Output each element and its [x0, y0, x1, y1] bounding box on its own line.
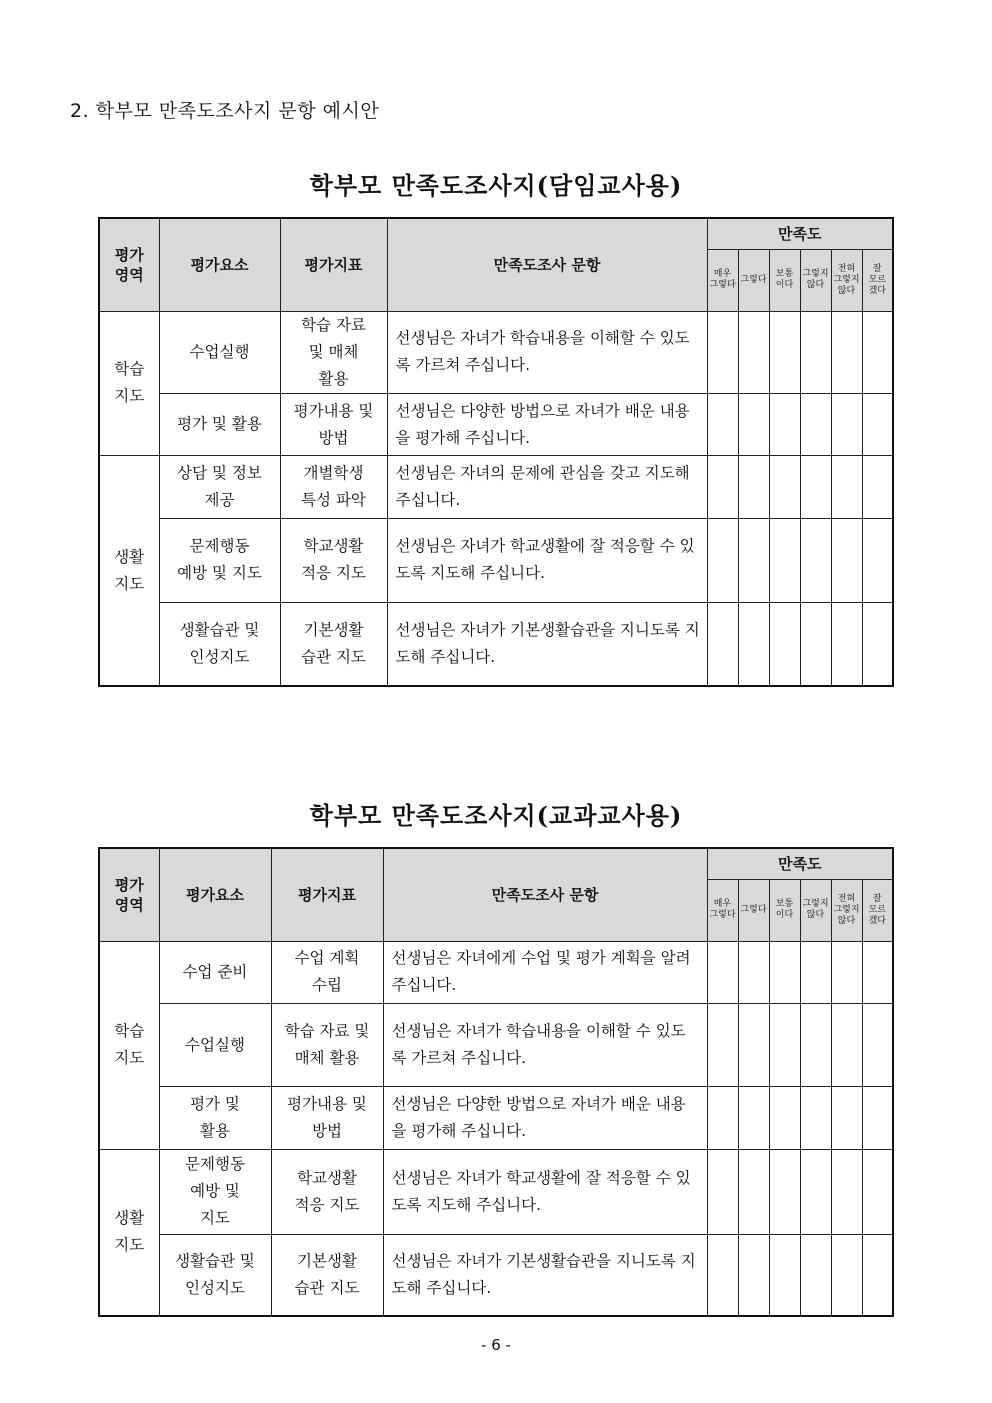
rating-checkbox-1[interactable] [707, 393, 738, 455]
question-cell: 선생님은 자녀가 기본생활습관을 지니도록 지도해 주십니다. [383, 1234, 707, 1316]
element-cell: 문제행동 예방 및 지도 [159, 518, 280, 602]
header-indicator: 평가지표 [280, 218, 387, 311]
rating-checkbox-3[interactable] [769, 1087, 800, 1150]
question-cell: 선생님은 자녀가 학교생활에 잘 적응할 수 있도록 지도해 주십니다. [383, 1149, 707, 1234]
rating-checkbox-5[interactable] [831, 456, 862, 518]
header-scale-1: 매우 그렇다 [707, 879, 738, 941]
table-row [99, 1087, 893, 1150]
question-cell: 선생님은 자녀에게 수업 및 평가 계획을 알려주십니다. [383, 941, 707, 1004]
rating-checkbox-4[interactable] [800, 456, 831, 518]
element-cell: 평가 및 활용 [159, 1087, 271, 1150]
header-scale-4: 그렇지 않다 [800, 879, 831, 941]
indicator-cell: 학습 자료 및 매체 활용 [271, 1004, 383, 1087]
element-cell: 평가 및 활용 [159, 393, 280, 455]
rating-checkbox-4[interactable] [800, 1004, 831, 1087]
table-row [99, 1149, 893, 1234]
rating-checkbox-4[interactable] [800, 1234, 831, 1316]
rating-checkbox-2[interactable] [738, 456, 769, 518]
rating-checkbox-5[interactable] [831, 393, 862, 455]
rating-checkbox-4[interactable] [800, 603, 831, 686]
element-cell: 수업실행 [159, 1004, 271, 1087]
rating-checkbox-5[interactable] [831, 1087, 862, 1150]
rating-checkbox-3[interactable] [769, 1004, 800, 1087]
rating-checkbox-2[interactable] [738, 311, 769, 393]
header-scale-1: 매우 그렇다 [707, 249, 738, 311]
rating-checkbox-6[interactable] [862, 941, 893, 1004]
rating-checkbox-5[interactable] [831, 1234, 862, 1316]
header-scale-4: 그렇지 않다 [800, 249, 831, 311]
element-cell: 수업실행 [159, 311, 280, 393]
rating-checkbox-4[interactable] [800, 311, 831, 393]
rating-checkbox-3[interactable] [769, 518, 800, 602]
page-number: - 6 - [481, 1336, 511, 1354]
rating-checkbox-4[interactable] [800, 1149, 831, 1234]
indicator-cell: 수업 계획 수립 [271, 941, 383, 1004]
indicator-cell: 평가내용 및 방법 [280, 393, 387, 455]
indicator-cell: 학교생활 적응 지도 [280, 518, 387, 602]
header-element: 평가요소 [159, 848, 271, 941]
rating-checkbox-5[interactable] [831, 603, 862, 686]
rating-checkbox-6[interactable] [862, 1087, 893, 1150]
element-cell: 수업 준비 [159, 941, 271, 1004]
rating-checkbox-1[interactable] [707, 1234, 738, 1316]
rating-checkbox-6[interactable] [862, 603, 893, 686]
header-scale-6: 잘 모르 겠다 [862, 879, 893, 941]
rating-checkbox-6[interactable] [862, 311, 893, 393]
table-row [99, 311, 893, 393]
rating-checkbox-4[interactable] [800, 518, 831, 602]
rating-checkbox-2[interactable] [738, 518, 769, 602]
question-cell: 선생님은 자녀가 기본생활습관을 지니도록 지도해 주십니다. [387, 603, 707, 686]
rating-checkbox-3[interactable] [769, 941, 800, 1004]
table-row [99, 603, 893, 686]
element-cell: 생활습관 및 인성지도 [159, 603, 280, 686]
rating-checkbox-2[interactable] [738, 1234, 769, 1316]
rating-checkbox-2[interactable] [738, 1087, 769, 1150]
header-scale-5: 전혀 그렇지 않다 [831, 879, 862, 941]
table-row [99, 518, 893, 602]
survey-table-homeroom [98, 217, 894, 687]
header-satisfaction: 만족도 [707, 848, 893, 879]
area-cell: 생활 지도 [99, 456, 159, 686]
area-cell: 학습 지도 [99, 311, 159, 456]
table-row [99, 456, 893, 518]
header-scale-3: 보통 이다 [769, 879, 800, 941]
indicator-cell: 기본생활 습관 지도 [280, 603, 387, 686]
indicator-cell: 개별학생 특성 파악 [280, 456, 387, 518]
question-cell: 선생님은 자녀가 학교생활에 잘 적응할 수 있도록 지도해 주십니다. [387, 518, 707, 602]
rating-checkbox-5[interactable] [831, 941, 862, 1004]
indicator-cell: 학교생활 적응 지도 [271, 1149, 383, 1234]
rating-checkbox-1[interactable] [707, 603, 738, 686]
rating-checkbox-2[interactable] [738, 941, 769, 1004]
rating-checkbox-3[interactable] [769, 311, 800, 393]
rating-checkbox-3[interactable] [769, 603, 800, 686]
question-cell: 선생님은 다양한 방법으로 자녀가 배운 내용을 평가해 주십니다. [383, 1087, 707, 1150]
rating-checkbox-6[interactable] [862, 1149, 893, 1234]
rating-checkbox-2[interactable] [738, 1149, 769, 1234]
header-question: 만족도조사 문항 [383, 848, 707, 941]
header-area: 평가 영역 [99, 848, 159, 941]
rating-checkbox-4[interactable] [800, 1087, 831, 1150]
rating-checkbox-3[interactable] [769, 1234, 800, 1316]
rating-checkbox-6[interactable] [862, 393, 893, 455]
rating-checkbox-5[interactable] [831, 518, 862, 602]
header-indicator: 평가지표 [271, 848, 383, 941]
rating-checkbox-5[interactable] [831, 1149, 862, 1234]
rating-checkbox-5[interactable] [831, 311, 862, 393]
element-cell: 문제행동 예방 및 지도 [159, 1149, 271, 1234]
rating-checkbox-6[interactable] [862, 1004, 893, 1087]
header-scale-2: 그렇다 [738, 879, 769, 941]
rating-checkbox-4[interactable] [800, 393, 831, 455]
header-scale-5: 전혀 그렇지 않다 [831, 249, 862, 311]
survey-title-subject: 학부모 만족도조사지(교과교사용) [309, 801, 683, 830]
table-row [99, 1004, 893, 1087]
rating-checkbox-3[interactable] [769, 393, 800, 455]
rating-checkbox-3[interactable] [769, 456, 800, 518]
indicator-cell: 학습 자료 및 매체 활용 [280, 311, 387, 393]
table-row [99, 1234, 893, 1316]
element-cell: 생활습관 및 인성지도 [159, 1234, 271, 1316]
survey-table-subject [98, 847, 894, 1317]
section-heading: 2. 학부모 만족도조사지 문항 예시안 [70, 100, 380, 122]
survey-title-homeroom: 학부모 만족도조사지(담임교사용) [309, 171, 683, 200]
question-cell: 선생님은 자녀가 학습내용을 이해할 수 있도록 가르쳐 주십니다. [387, 311, 707, 393]
rating-checkbox-6[interactable] [862, 518, 893, 602]
rating-checkbox-1[interactable] [707, 1087, 738, 1150]
header-scale-2: 그렇다 [738, 249, 769, 311]
rating-checkbox-6[interactable] [862, 1234, 893, 1316]
rating-checkbox-6[interactable] [862, 456, 893, 518]
indicator-cell: 기본생활 습관 지도 [271, 1234, 383, 1316]
question-cell: 선생님은 자녀의 문제에 관심을 갖고 지도해 주십니다. [387, 456, 707, 518]
rating-checkbox-5[interactable] [831, 1004, 862, 1087]
header-area: 평가 영역 [99, 218, 159, 311]
rating-checkbox-1[interactable] [707, 456, 738, 518]
table-row [99, 941, 893, 1004]
rating-checkbox-1[interactable] [707, 941, 738, 1004]
rating-checkbox-2[interactable] [738, 603, 769, 686]
rating-checkbox-1[interactable] [707, 1004, 738, 1087]
question-cell: 선생님은 다양한 방법으로 자녀가 배운 내용을 평가해 주십니다. [387, 393, 707, 455]
table-row [99, 393, 893, 455]
rating-checkbox-2[interactable] [738, 393, 769, 455]
header-scale-3: 보통 이다 [769, 249, 800, 311]
rating-checkbox-4[interactable] [800, 941, 831, 1004]
question-cell: 선생님은 자녀가 학습내용을 이해할 수 있도록 가르쳐 주십니다. [383, 1004, 707, 1087]
area-cell: 학습 지도 [99, 941, 159, 1149]
header-scale-6: 잘 모르 겠다 [862, 249, 893, 311]
indicator-cell: 평가내용 및 방법 [271, 1087, 383, 1150]
header-question: 만족도조사 문항 [387, 218, 707, 311]
rating-checkbox-1[interactable] [707, 518, 738, 602]
rating-checkbox-3[interactable] [769, 1149, 800, 1234]
rating-checkbox-1[interactable] [707, 1149, 738, 1234]
rating-checkbox-1[interactable] [707, 311, 738, 393]
header-satisfaction: 만족도 [707, 218, 893, 249]
element-cell: 상담 및 정보 제공 [159, 456, 280, 518]
header-element: 평가요소 [159, 218, 280, 311]
area-cell: 생활 지도 [99, 1149, 159, 1316]
rating-checkbox-2[interactable] [738, 1004, 769, 1087]
